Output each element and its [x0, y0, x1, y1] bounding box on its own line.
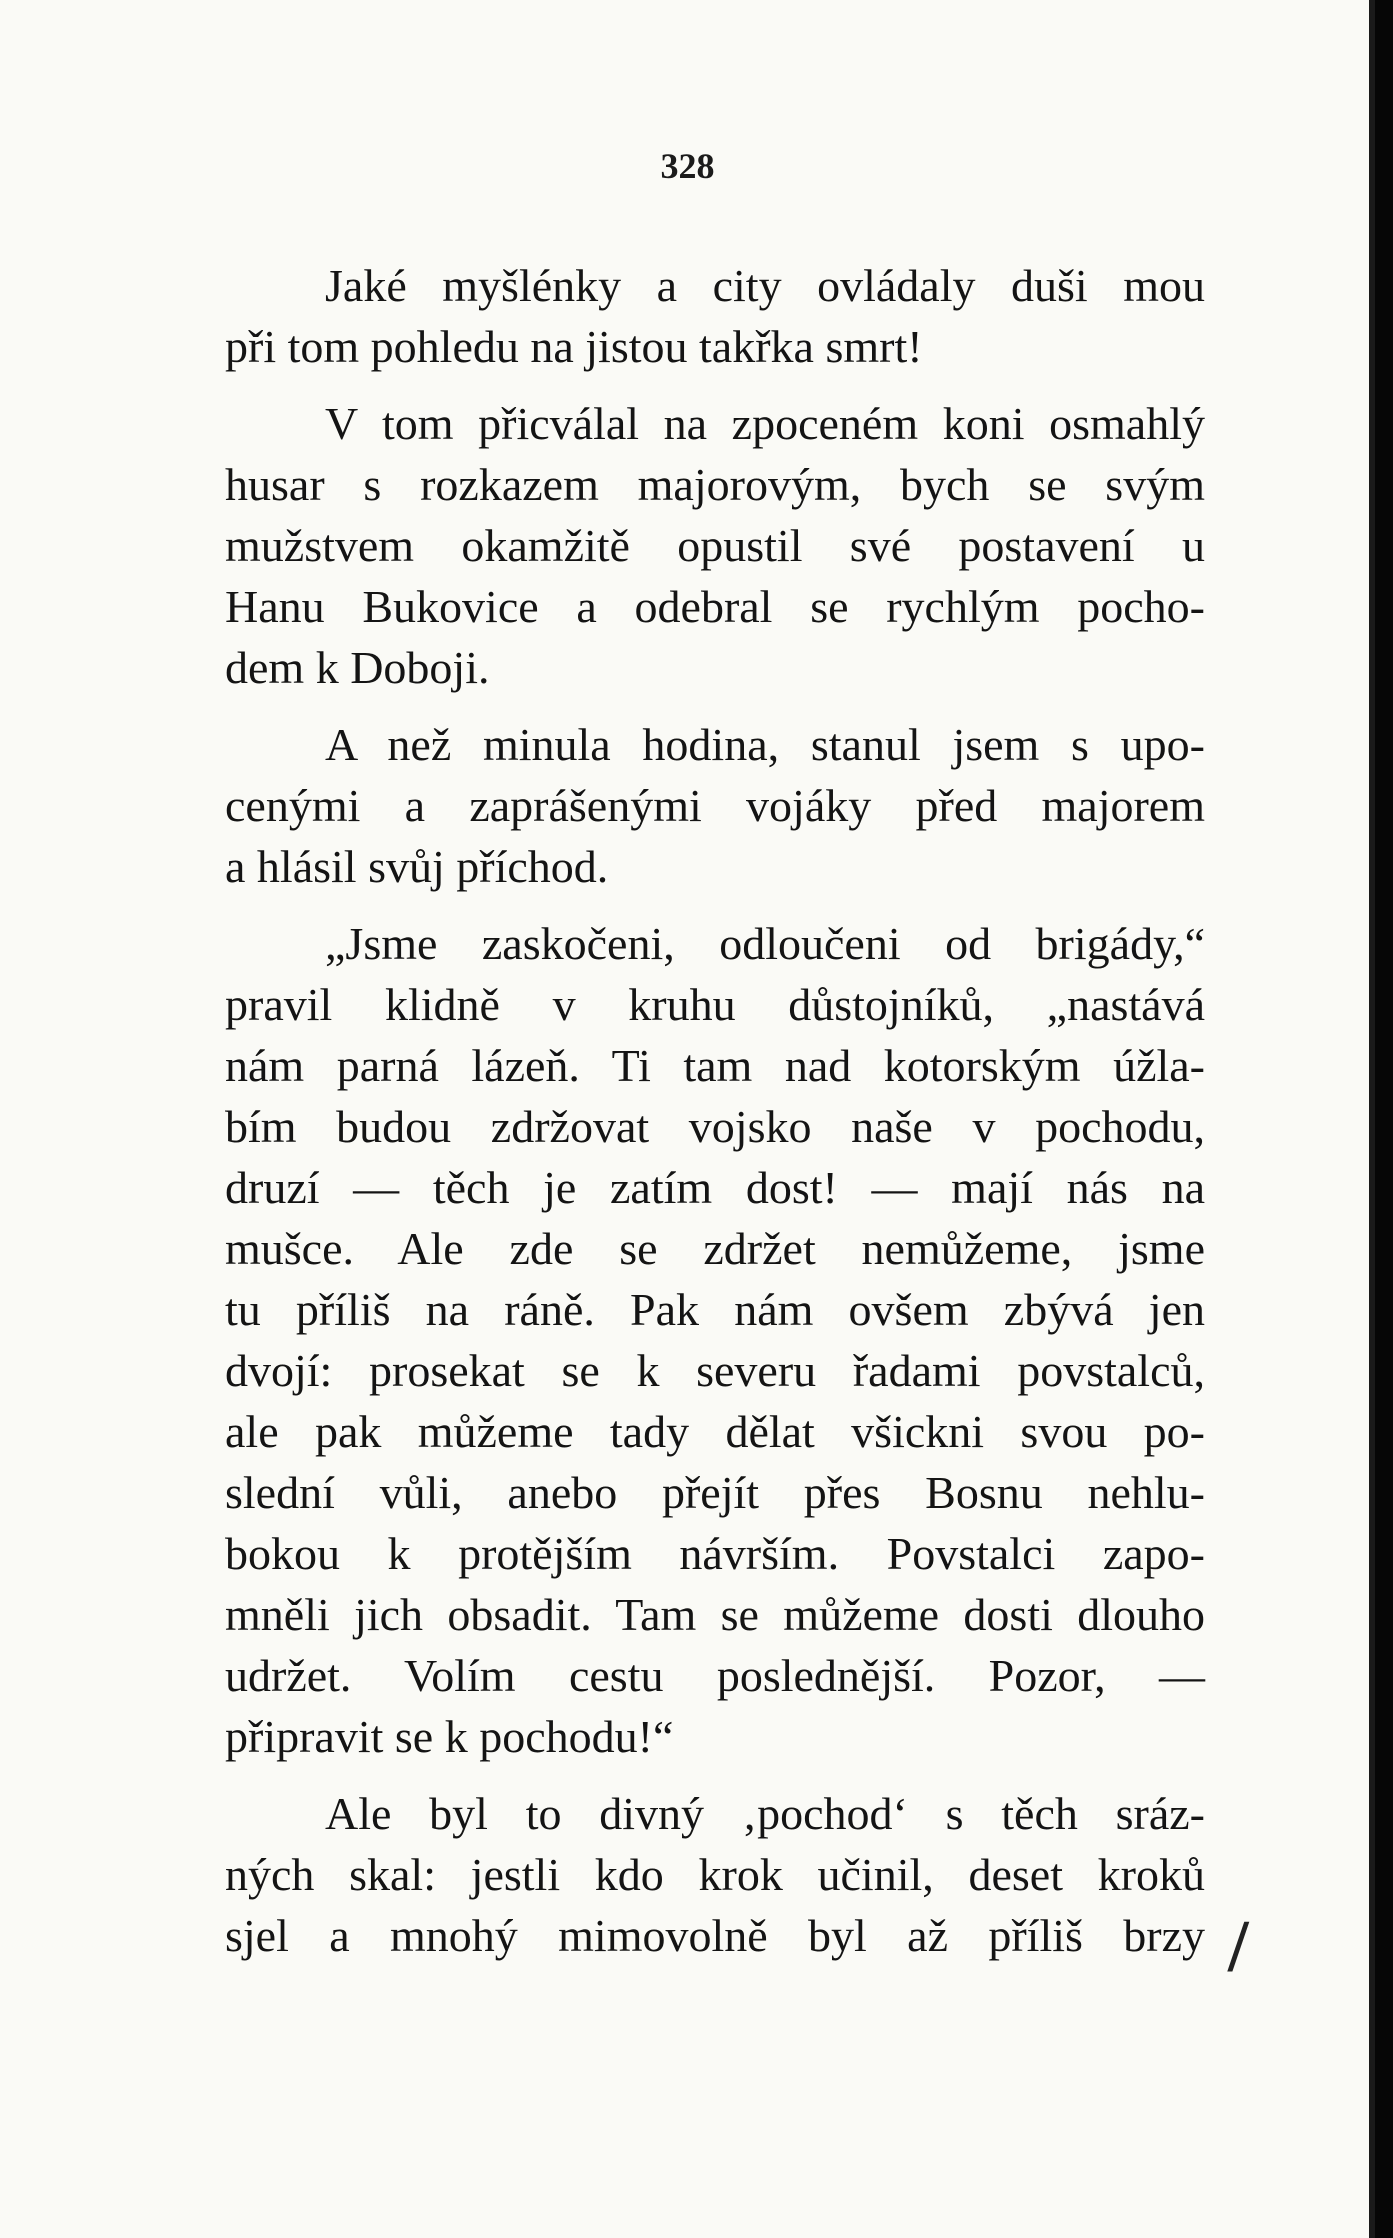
paragraph-1	[225, 255, 1205, 377]
text-line: nám parná lázeň. Ti tam nad kotorským úžla-	[225, 1040, 1205, 1091]
text-line: připravit se k pochodu!“	[225, 1711, 674, 1762]
text-line: při tom pohledu na jistou takřka smrt!	[225, 321, 923, 372]
text-line: cenými a zaprášenými vojáky před majorem	[225, 780, 1205, 831]
text-line: mněli jich obsadit. Tam se můžeme dosti dlouho	[225, 1589, 1205, 1640]
text-line: slední vůli, anebo přejít přes Bosnu nehlu-	[225, 1467, 1205, 1518]
text-line: ale pak můžeme tady dělat všickni svou po-	[225, 1406, 1205, 1457]
text-line: a hlásil svůj příchod.	[225, 841, 609, 892]
text-line: bokou k protějším návrším. Povstalci zapo-	[225, 1528, 1205, 1579]
text-line: mužstvem okamžitě opustil své postavení u	[225, 520, 1205, 571]
text-line: tu příliš na ráně. Pak nám ovšem zbývá jen	[225, 1284, 1205, 1335]
paragraph-4	[225, 913, 1205, 1767]
margin-slash-mark: /	[1228, 1906, 1249, 1988]
text-line: dem k Doboji.	[225, 642, 490, 693]
text-line: husar s rozkazem majorovým, bych se svým	[225, 459, 1205, 510]
text-line: A než minula hodina, stanul jsem s upo-	[325, 719, 1205, 770]
scan-edge	[1375, 0, 1393, 2238]
text-line: dvojí: prosekat se k severu řadami povstalců,	[225, 1345, 1205, 1396]
text-line: ných skal: jestli kdo krok učinil, deset kroků	[225, 1849, 1205, 1900]
paragraph-2	[225, 393, 1205, 698]
page-number: 328	[660, 146, 715, 186]
text-line: pravil klidně v kruhu důstojníků, „nastává	[225, 979, 1205, 1030]
text-line: V tom přicválal na zpoceném koni osmahlý	[325, 398, 1205, 449]
text-line: „Jsme zaskočeni, odloučeni od brigády,“	[325, 918, 1205, 969]
paragraph-5	[225, 1783, 1205, 1966]
text-line: bím budou zdržovat vojsko naše v pochodu,	[225, 1101, 1205, 1152]
text-line: mušce. Ale zde se zdržet nemůžeme, jsme	[225, 1223, 1205, 1274]
text-line: Jaké myšlénky a city ovládaly duši mou	[325, 260, 1205, 311]
text-line: Ale byl to divný ‚pochod‘ s těch sráz-	[325, 1788, 1205, 1839]
text-line: Hanu Bukovice a odebral se rychlým pocho-	[225, 581, 1205, 632]
paragraph-3	[225, 714, 1205, 897]
body-text	[225, 255, 1205, 1982]
text-line: udržet. Volím cestu poslednější. Pozor, —	[225, 1650, 1205, 1701]
text-line: sjel a mnohý mimovolně byl až příliš brzy	[225, 1910, 1205, 1961]
text-line: druzí — těch je zatím dost! — mají nás na	[225, 1162, 1205, 1213]
